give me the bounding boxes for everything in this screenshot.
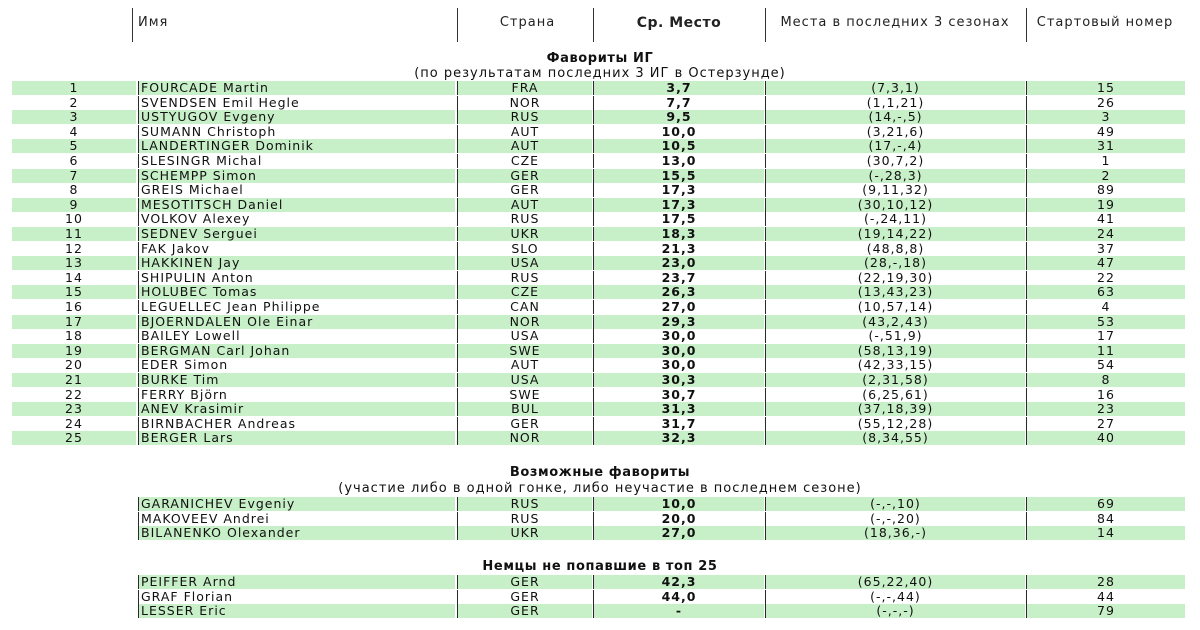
- last-three-places: (13,43,23): [765, 285, 1025, 299]
- country-code: AUT: [457, 125, 592, 139]
- start-number: 37: [1026, 242, 1185, 256]
- start-number: 14: [1026, 526, 1185, 540]
- country-code: NOR: [457, 431, 592, 445]
- last-three-places: (18,36,-): [765, 526, 1025, 540]
- row-number: 10: [12, 212, 136, 226]
- row-number: 21: [12, 373, 136, 387]
- row-number: 16: [12, 300, 136, 314]
- last-three-places: (1,1,21): [765, 96, 1025, 110]
- average-place: 21,3: [593, 242, 764, 256]
- athlete-name: VOLKOV Alexey: [138, 212, 455, 226]
- start-number: 84: [1026, 512, 1185, 526]
- start-number: 23: [1026, 402, 1185, 416]
- average-place: -: [593, 604, 764, 618]
- last-three-places: (48,8,8): [765, 242, 1025, 256]
- country-code: FRA: [457, 81, 592, 95]
- table-row: [0, 497, 1200, 511]
- athlete-name: EDER Simon: [138, 358, 455, 372]
- last-three-places: (-,-,44): [765, 590, 1025, 604]
- athlete-name: PEIFFER Arnd: [138, 575, 455, 589]
- country-code: GER: [457, 417, 592, 431]
- last-three-places: (9,11,32): [765, 183, 1025, 197]
- row-number: 17: [12, 315, 136, 329]
- country-code: SLO: [457, 242, 592, 256]
- last-three-places: (28,-,18): [765, 256, 1025, 270]
- table-row: [0, 329, 1200, 343]
- country-code: GER: [457, 575, 592, 589]
- athlete-name: BILANENKO Olexander: [138, 526, 455, 540]
- athlete-name: MESOTITSCH Daniel: [138, 198, 455, 212]
- header-divider: [593, 8, 594, 42]
- country-code: RUS: [457, 512, 592, 526]
- start-number: 44: [1026, 590, 1185, 604]
- athlete-name: FERRY Björn: [138, 388, 455, 402]
- header-bib: Стартовый номер: [1036, 15, 1174, 30]
- average-place: 17,5: [593, 212, 764, 226]
- table-row: [0, 139, 1200, 153]
- average-place: 9,5: [593, 110, 764, 124]
- start-number: 41: [1026, 212, 1185, 226]
- country-code: CZE: [457, 154, 592, 168]
- country-code: CZE: [457, 285, 592, 299]
- header-divider: [1026, 8, 1027, 42]
- start-number: 17: [1026, 329, 1185, 343]
- table-row: [0, 96, 1200, 110]
- table-row: [0, 169, 1200, 183]
- table-row: [0, 512, 1200, 526]
- table-row: [0, 183, 1200, 197]
- row-number: 11: [12, 227, 136, 241]
- table-row: [0, 110, 1200, 124]
- last-three-places: (65,22,40): [765, 575, 1025, 589]
- last-three-places: (30,10,12): [765, 198, 1025, 212]
- start-number: 8: [1026, 373, 1185, 387]
- average-place: 30,7: [593, 388, 764, 402]
- athlete-name: LANDERTINGER Dominik: [138, 139, 455, 153]
- row-number: 6: [12, 154, 136, 168]
- average-place: 20,0: [593, 512, 764, 526]
- header-divider: [132, 8, 133, 42]
- last-three-places: (-,28,3): [765, 169, 1025, 183]
- row-number: 5: [12, 139, 136, 153]
- country-code: GER: [457, 604, 592, 618]
- possible-subtitle: (участие либо в одной гонке, либо неучастие в последнем сезоне): [338, 481, 862, 496]
- average-place: 10,0: [593, 125, 764, 139]
- average-place: 17,3: [593, 198, 764, 212]
- row-number: 2: [12, 96, 136, 110]
- country-code: SWE: [457, 388, 592, 402]
- table-header: [0, 4, 1200, 46]
- start-number: 54: [1026, 358, 1185, 372]
- average-place: 27,0: [593, 526, 764, 540]
- average-place: 32,3: [593, 431, 764, 445]
- country-code: SWE: [457, 344, 592, 358]
- athlete-name: BIRNBACHER Andreas: [138, 417, 455, 431]
- last-three-places: (-,24,11): [765, 212, 1025, 226]
- average-place: 23,7: [593, 271, 764, 285]
- start-number: 79: [1026, 604, 1185, 618]
- row-number: 3: [12, 110, 136, 124]
- average-place: 10,0: [593, 497, 764, 511]
- athlete-name: GREIS Michael: [138, 183, 455, 197]
- row-number: 1: [12, 81, 136, 95]
- table-row: [0, 271, 1200, 285]
- last-three-places: (3,21,6): [765, 125, 1025, 139]
- athlete-name: SEDNEV Serguei: [138, 227, 455, 241]
- row-number: 22: [12, 388, 136, 402]
- athlete-name: BURKE Tim: [138, 373, 455, 387]
- last-three-places: (-,-,-): [765, 604, 1025, 618]
- last-three-places: (2,31,58): [765, 373, 1025, 387]
- average-place: 31,3: [593, 402, 764, 416]
- row-number: 23: [12, 402, 136, 416]
- country-code: AUT: [457, 139, 592, 153]
- average-place: 30,0: [593, 358, 764, 372]
- start-number: 16: [1026, 388, 1185, 402]
- row-number: 24: [12, 417, 136, 431]
- athlete-name: BJOERNDALEN Ole Einar: [138, 315, 455, 329]
- favorites-subtitle: (по результатам последних 3 ИГ в Остерзунде): [414, 66, 786, 81]
- average-place: 17,3: [593, 183, 764, 197]
- last-three-places: (30,7,2): [765, 154, 1025, 168]
- average-place: 30,0: [593, 344, 764, 358]
- last-three-places: (58,13,19): [765, 344, 1025, 358]
- athlete-name: MAKOVEEV Andrei: [138, 512, 455, 526]
- average-place: 13,0: [593, 154, 764, 168]
- average-place: 15,5: [593, 169, 764, 183]
- last-three-places: (8,34,55): [765, 431, 1025, 445]
- row-number: 9: [12, 198, 136, 212]
- average-place: 27,0: [593, 300, 764, 314]
- average-place: 26,3: [593, 285, 764, 299]
- table-row: [0, 315, 1200, 329]
- table-row: [0, 526, 1200, 540]
- last-three-places: (43,2,43): [765, 315, 1025, 329]
- row-number: 7: [12, 169, 136, 183]
- row-number: 25: [12, 431, 136, 445]
- country-code: RUS: [457, 110, 592, 124]
- start-number: 49: [1026, 125, 1185, 139]
- athlete-name: LEGUELLEC Jean Philippe: [138, 300, 455, 314]
- start-number: 15: [1026, 81, 1185, 95]
- athlete-name: SUMANN Christoph: [138, 125, 455, 139]
- start-number: 27: [1026, 417, 1185, 431]
- table-row: [0, 285, 1200, 299]
- athlete-name: GRAF Florian: [138, 590, 455, 604]
- athlete-name: FOURCADE Martin: [138, 81, 455, 95]
- athlete-name: ANEV Krasimir: [138, 402, 455, 416]
- start-number: 24: [1026, 227, 1185, 241]
- athlete-name: GARANICHEV Evgeniy: [138, 497, 455, 511]
- average-place: 29,3: [593, 315, 764, 329]
- country-code: BUL: [457, 402, 592, 416]
- country-code: CAN: [457, 300, 592, 314]
- country-code: USA: [457, 256, 592, 270]
- last-three-places: (14,-,5): [765, 110, 1025, 124]
- header-country: Страна: [499, 15, 556, 30]
- table-row: [0, 212, 1200, 226]
- country-code: GER: [457, 590, 592, 604]
- row-number: 14: [12, 271, 136, 285]
- header-avg: Ср. Место: [636, 15, 722, 31]
- athlete-name: LESSER Eric: [138, 604, 455, 618]
- country-code: UKR: [457, 227, 592, 241]
- table-row: [0, 198, 1200, 212]
- header-last3: Места в последних 3 сезонах: [780, 15, 1010, 30]
- country-code: AUT: [457, 358, 592, 372]
- athlete-name: SCHEMPP Simon: [138, 169, 455, 183]
- table-row: [0, 604, 1200, 618]
- athlete-name: BERGER Lars: [138, 431, 455, 445]
- last-three-places: (7,3,1): [765, 81, 1025, 95]
- start-number: 89: [1026, 183, 1185, 197]
- table-row: [0, 242, 1200, 256]
- athlete-name: BAILEY Lowell: [138, 329, 455, 343]
- start-number: 69: [1026, 497, 1185, 511]
- start-number: 19: [1026, 198, 1185, 212]
- country-code: RUS: [457, 271, 592, 285]
- average-place: 44,0: [593, 590, 764, 604]
- country-code: RUS: [457, 497, 592, 511]
- athlete-name: USTYUGOV Evgeny: [138, 110, 455, 124]
- header-divider: [457, 8, 458, 42]
- last-three-places: (17,-,4): [765, 139, 1025, 153]
- table-row: [0, 81, 1200, 95]
- average-place: 30,3: [593, 373, 764, 387]
- table-row: [0, 388, 1200, 402]
- athlete-name: HAKKINEN Jay: [138, 256, 455, 270]
- athlete-name: BERGMAN Carl Johan: [138, 344, 455, 358]
- table-row: [0, 227, 1200, 241]
- table-row: [0, 431, 1200, 445]
- athlete-name: SHIPULIN Anton: [138, 271, 455, 285]
- country-code: AUT: [457, 198, 592, 212]
- country-code: RUS: [457, 212, 592, 226]
- germans-title: Немцы не попавшие в топ 25: [482, 559, 718, 574]
- row-number: 18: [12, 329, 136, 343]
- start-number: 11: [1026, 344, 1185, 358]
- country-code: USA: [457, 373, 592, 387]
- country-code: GER: [457, 169, 592, 183]
- average-place: 30,0: [593, 329, 764, 343]
- last-three-places: (10,57,14): [765, 300, 1025, 314]
- start-number: 28: [1026, 575, 1185, 589]
- start-number: 22: [1026, 271, 1185, 285]
- row-number: 13: [12, 256, 136, 270]
- start-number: 40: [1026, 431, 1185, 445]
- athlete-name: SVENDSEN Emil Hegle: [138, 96, 455, 110]
- athlete-name: HOLUBEC Tomas: [138, 285, 455, 299]
- start-number: 4: [1026, 300, 1185, 314]
- last-three-places: (55,12,28): [765, 417, 1025, 431]
- row-number: 4: [12, 125, 136, 139]
- athlete-name: FAK Jakov: [138, 242, 455, 256]
- table-row: [0, 256, 1200, 270]
- header-divider: [765, 8, 766, 42]
- country-code: USA: [457, 329, 592, 343]
- start-number: 2: [1026, 169, 1185, 183]
- possible-title: Возможные фавориты: [509, 465, 691, 480]
- average-place: 23,0: [593, 256, 764, 270]
- table-row: [0, 125, 1200, 139]
- row-number: 19: [12, 344, 136, 358]
- table-row: [0, 590, 1200, 604]
- country-code: UKR: [457, 526, 592, 540]
- table-row: [0, 358, 1200, 372]
- country-code: NOR: [457, 315, 592, 329]
- last-three-places: (-,51,9): [765, 329, 1025, 343]
- average-place: 42,3: [593, 575, 764, 589]
- table-row: [0, 575, 1200, 589]
- average-place: 10,5: [593, 139, 764, 153]
- row-number: 8: [12, 183, 136, 197]
- row-number: 12: [12, 242, 136, 256]
- athlete-name: SLESINGR Michal: [138, 154, 455, 168]
- row-number: 15: [12, 285, 136, 299]
- table-row: [0, 154, 1200, 168]
- start-number: 1: [1026, 154, 1185, 168]
- last-three-places: (37,18,39): [765, 402, 1025, 416]
- average-place: 3,7: [593, 81, 764, 95]
- table-row: [0, 344, 1200, 358]
- table-row: [0, 300, 1200, 314]
- start-number: 31: [1026, 139, 1185, 153]
- last-three-places: (42,33,15): [765, 358, 1025, 372]
- table-row: [0, 417, 1200, 431]
- average-place: 31,7: [593, 417, 764, 431]
- row-number: 20: [12, 358, 136, 372]
- average-place: 18,3: [593, 227, 764, 241]
- last-three-places: (-,-,10): [765, 497, 1025, 511]
- country-code: GER: [457, 183, 592, 197]
- start-number: 63: [1026, 285, 1185, 299]
- start-number: 53: [1026, 315, 1185, 329]
- country-code: NOR: [457, 96, 592, 110]
- table-row: [0, 373, 1200, 387]
- start-number: 47: [1026, 256, 1185, 270]
- start-number: 26: [1026, 96, 1185, 110]
- favorites-title: Фавориты ИГ: [546, 51, 654, 66]
- average-place: 7,7: [593, 96, 764, 110]
- last-three-places: (-,-,20): [765, 512, 1025, 526]
- start-number: 3: [1026, 110, 1185, 124]
- last-three-places: (22,19,30): [765, 271, 1025, 285]
- table-row: [0, 402, 1200, 416]
- last-three-places: (19,14,22): [765, 227, 1025, 241]
- header-name: Имя: [138, 15, 169, 30]
- last-three-places: (6,25,61): [765, 388, 1025, 402]
